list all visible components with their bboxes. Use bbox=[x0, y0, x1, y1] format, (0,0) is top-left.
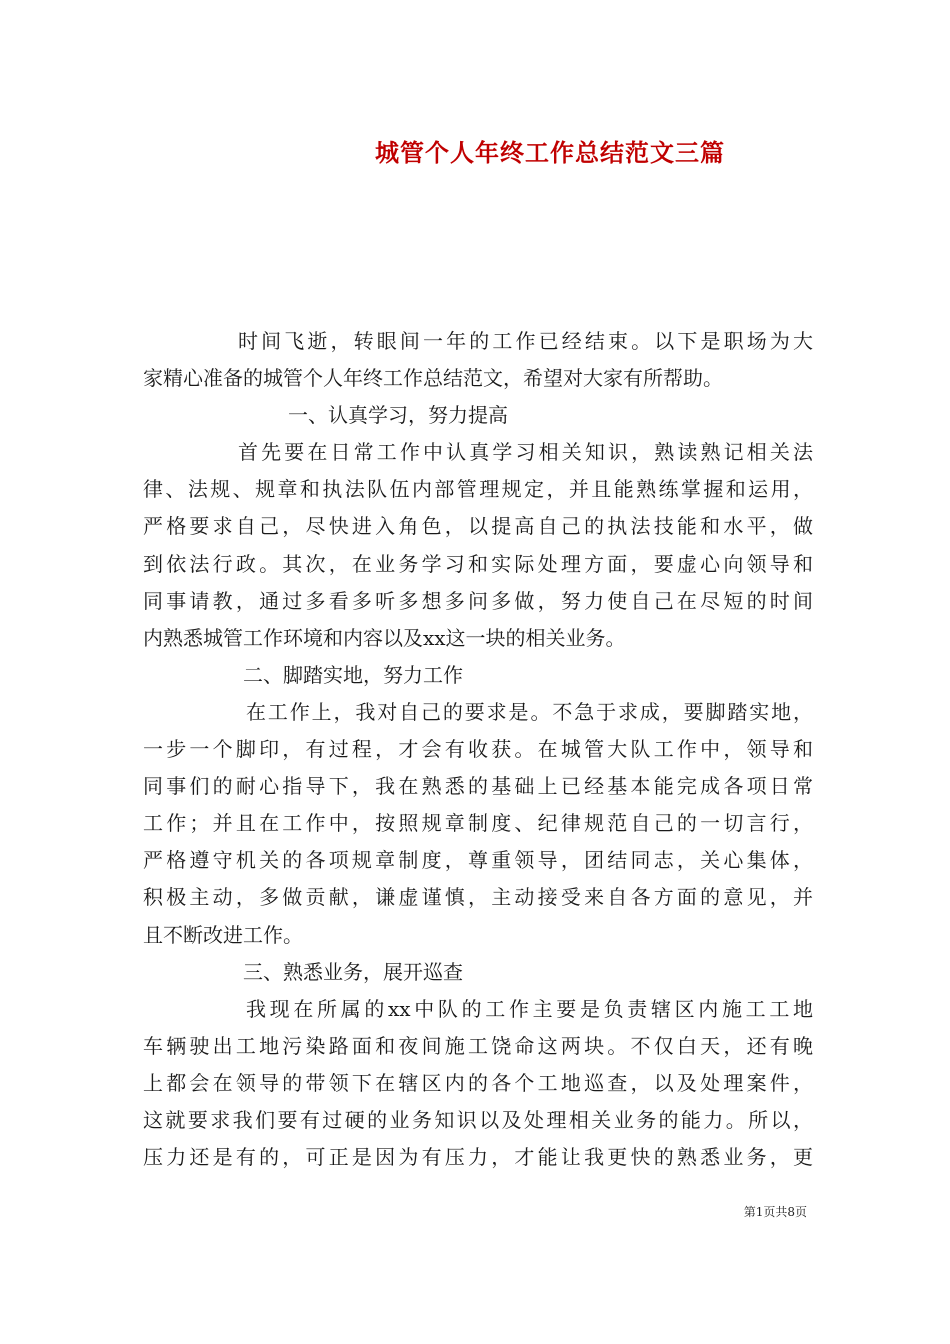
page-number: 第1页共8页 bbox=[743, 1205, 807, 1219]
paragraph-line: 律、法规、规章和执法队伍内部管理规定，并且能熟练掌握和运用， bbox=[143, 477, 813, 502]
paragraph-line: 车辆驶出工地污染路面和夜间施工饶命这两块。不仅白天，还有晚 bbox=[143, 1033, 813, 1058]
paragraph-line: 严格遵守机关的各项规章制度，尊重领导，团结同志，关心集体， bbox=[143, 848, 813, 873]
paragraph-line: 上都会在领导的带领下在辖区内的各个工地巡查，以及处理案件， bbox=[143, 1070, 813, 1095]
paragraph-line: 内熟悉城管工作环境和内容以及xx这一块的相关业务。 bbox=[143, 625, 626, 650]
paragraph-line: 严格要求自己，尽快进入角色，以提高自己的执法技能和水平，做 bbox=[143, 514, 813, 539]
paragraph-line: 且不断改进工作。 bbox=[143, 922, 303, 947]
section-heading: 一、认真学习，努力提高 bbox=[288, 403, 508, 428]
paragraph-line: 积极主动，多做贡献，谦虚谨慎，主动接受来自各方面的意见，并 bbox=[143, 885, 813, 910]
paragraph-line: 压力还是有的，可正是因为有压力，才能让我更快的熟悉业务，更 bbox=[143, 1145, 813, 1170]
paragraph-line: 我现在所属的xx中队的工作主要是负责辖区内施工工地 bbox=[246, 996, 813, 1021]
paragraph-line: 工作；并且在工作中，按照规章制度、纪律规范自己的一切言行， bbox=[143, 811, 813, 836]
document-body bbox=[143, 323, 813, 1176]
document-title: 城管个人年终工作总结范文三篇 bbox=[375, 138, 725, 167]
paragraph-line: 这就要求我们要有过硬的业务知识以及处理相关业务的能力。所以， bbox=[143, 1107, 813, 1132]
paragraph-line: 同事们的耐心指导下，我在熟悉的基础上已经基本能完成各项日常 bbox=[143, 774, 813, 799]
paragraph-line: 同事请教，通过多看多听多想多问多做，努力使自己在尽短的时间 bbox=[143, 588, 813, 613]
section-heading: 三、熟悉业务，展开巡查 bbox=[243, 959, 463, 984]
paragraph-line: 时间飞逝，转眼间一年的工作已经结束。以下是职场为大 bbox=[238, 329, 813, 353]
paragraph-line: 首先要在日常工作中认真学习相关知识，熟读熟记相关法 bbox=[238, 440, 813, 465]
paragraph-line: 到依法行政。其次，在业务学习和实际处理方面，要虚心向领导和 bbox=[143, 551, 813, 576]
section-heading: 二、脚踏实地，努力工作 bbox=[243, 662, 463, 687]
paragraph-line: 在工作上，我对自己的要求是。不急于求成，要脚踏实地， bbox=[246, 699, 813, 724]
paragraph-line: 家精心准备的城管个人年终工作总结范文，希望对大家有所帮助。 bbox=[143, 366, 723, 391]
paragraph-line: 一步一个脚印，有过程，才会有收获。在城管大队工作中，领导和 bbox=[143, 737, 813, 762]
